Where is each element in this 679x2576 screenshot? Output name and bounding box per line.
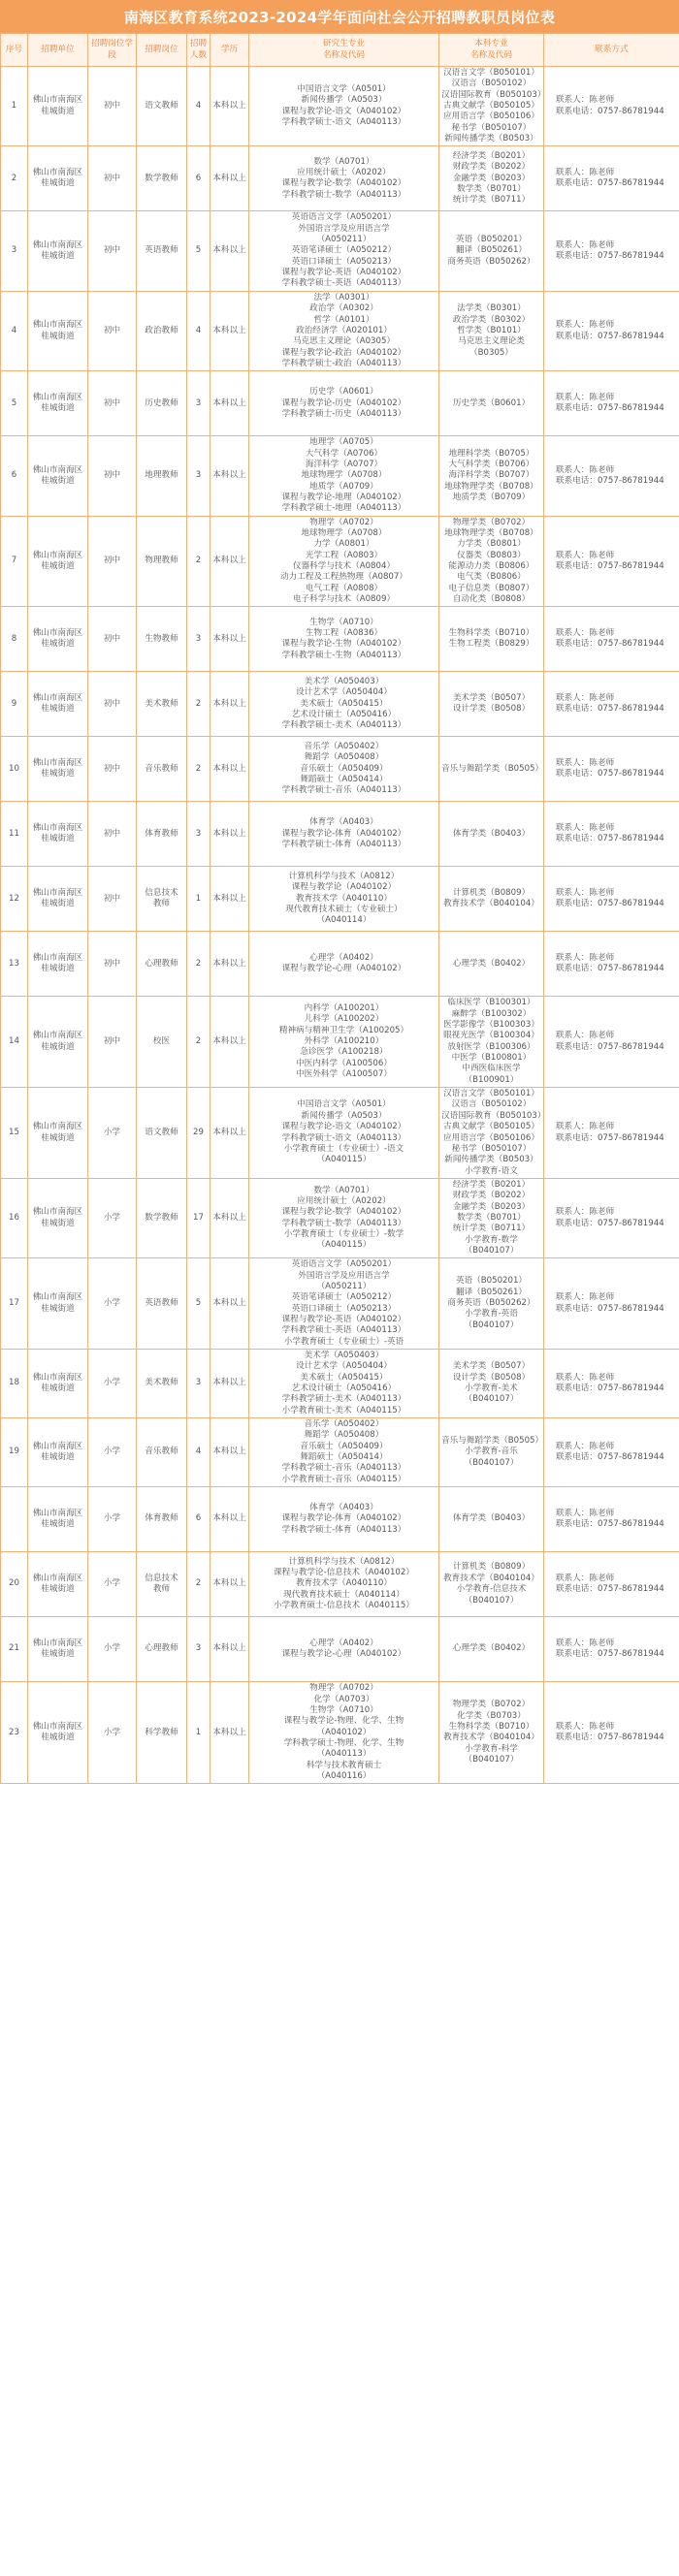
school-stage: 初中: [88, 672, 137, 737]
school-stage: 小学: [88, 1487, 137, 1552]
header-cell: 招聘岗位: [137, 34, 187, 67]
headcount: 3: [187, 802, 210, 867]
post-name: 科学教师: [137, 1682, 187, 1784]
recruiting-unit: 佛山市南海区 桂城街道: [28, 1178, 88, 1257]
row-number: 4: [1, 291, 28, 370]
education-level: 本科以上: [210, 932, 249, 997]
undergraduate-majors: 物理学类（B0702） 化学类（B0703） 生物科学类（B0710） 教育技术学（B040104） 小学教育-科学 （B040107）: [439, 1682, 544, 1784]
recruiting-unit: 佛山市南海区 桂城街道: [28, 436, 88, 516]
undergraduate-majors: 英语（B050201） 翻译（B050261） 商务英语（B050262） 小学教育-英语 （B040107）: [439, 1258, 544, 1350]
post-name: 语文教师: [137, 1088, 187, 1179]
post-name: 美术教师: [137, 1350, 187, 1418]
recruiting-unit: 佛山市南海区 桂城街道: [28, 1418, 88, 1487]
graduate-majors: 计算机科学与技术（A0812） 课程与教学论（A040102） 教育技术学（A040110） 现代教育技术硕士（专业硕士） （A040114）: [249, 867, 439, 932]
recruiting-unit: 佛山市南海区 桂城街道: [28, 997, 88, 1088]
graduate-majors: 中国语言文学（A0501） 新闻传播学（A0503） 课程与教学论-语文（A040102） 学科教学硕士-语文（A040113） 小学教育硕士（专业硕士）-语文 （A040115）: [249, 1088, 439, 1179]
undergraduate-majors: 汉语言文学（B050101） 汉语言（B050102） 汉语国际教育（B050103） 古典文献学（B050105） 应用语言学（B050106） 秘书学（B050107） 新闻传播学类（B0503） 小学教育-语文: [439, 1088, 544, 1179]
row-number: 15: [1, 1088, 28, 1179]
graduate-majors: 美术学（A050403） 设计艺术学（A050404） 美术硕士（A050415） 艺术设计硕士（A050416） 学科教学硕士-美术（A040113）: [249, 672, 439, 737]
table-row: [1, 1088, 679, 1179]
row-number: 1: [1, 67, 28, 146]
school-stage: 初中: [88, 867, 137, 932]
row-number: 11: [1, 802, 28, 867]
headcount: 4: [187, 67, 210, 146]
table-row: [1, 997, 679, 1088]
education-level: 本科以上: [210, 146, 249, 211]
row-number: 8: [1, 607, 28, 672]
contact-info: 联系人：陈老师 联系电话：0757-86781944: [544, 1178, 679, 1257]
contact-info: 联系人：陈老师 联系电话：0757-86781944: [544, 737, 679, 802]
recruiting-unit: 佛山市南海区 桂城街道: [28, 1552, 88, 1617]
post-name: 心理教师: [137, 1617, 187, 1682]
recruiting-unit: 佛山市南海区 桂城街道: [28, 607, 88, 672]
row-number: 2: [1, 146, 28, 211]
school-stage: 初中: [88, 607, 137, 672]
contact-info: 联系人：陈老师 联系电话：0757-86781944: [544, 867, 679, 932]
education-level: 本科以上: [210, 1617, 249, 1682]
table-row: [1, 436, 679, 516]
table-row: [1, 1552, 679, 1617]
undergraduate-majors: 物理学类（B0702） 地球物理学类（B0708） 力学类（B0801） 仪器类（B0803） 能源动力类（B0806） 电气类（B0806） 电子信息类（B0807） 自动化类（B0808）: [439, 516, 544, 607]
undergraduate-majors: 地理科学类（B0705） 大气科学类（B0706） 海洋科学类（B0707） 地球物理学类（B0708） 地质学类（B0709）: [439, 436, 544, 516]
table-row: [1, 1487, 679, 1552]
headcount: 1: [187, 867, 210, 932]
recruiting-unit: 佛山市南海区 桂城街道: [28, 1682, 88, 1784]
headcount: 6: [187, 146, 210, 211]
contact-info: 联系人：陈老师 联系电话：0757-86781944: [544, 291, 679, 370]
graduate-majors: 中国语言文学（A0501） 新闻传播学（A0503） 课程与教学论-语文（A040102） 学科教学硕士-语文（A040113）: [249, 67, 439, 146]
education-level: 本科以上: [210, 737, 249, 802]
row-number: 16: [1, 1178, 28, 1257]
graduate-majors: 内科学（A100201） 儿科学（A100202） 精神病与精神卫生学（A100205） 外科学（A100210） 急诊医学（A100218） 中医内科学（A100506） 中医外科学（A100507）: [249, 997, 439, 1088]
undergraduate-majors: 美术学类（B0507） 设计学类（B0508）: [439, 672, 544, 737]
education-level: 本科以上: [210, 1350, 249, 1418]
undergraduate-majors: 计算机类（B0809） 教育技术学（B040104） 小学教育-信息技术 （B040107）: [439, 1552, 544, 1617]
table-row: [1, 802, 679, 867]
table-header: [1, 34, 679, 67]
recruiting-unit: 佛山市南海区 桂城街道: [28, 932, 88, 997]
headcount: 3: [187, 436, 210, 516]
school-stage: 初中: [88, 737, 137, 802]
education-level: 本科以上: [210, 291, 249, 370]
graduate-majors: 心理学（A0402） 课程与教学论-心理（A040102）: [249, 932, 439, 997]
table-row: [1, 1418, 679, 1487]
undergraduate-majors: 经济学类（B0201） 财政学类（B0202） 金融学类（B0203） 数学类（B0701） 统计学类（B0711）: [439, 146, 544, 211]
contact-info: 联系人：陈老师 联系电话：0757-86781944: [544, 997, 679, 1088]
undergraduate-majors: 经济学类（B0201） 财政学类（B0202） 金融学类（B0203） 数学类（B0701） 统计学类（B0711） 小学教育-数学 （B040107）: [439, 1178, 544, 1257]
recruiting-unit: 佛山市南海区 桂城街道: [28, 672, 88, 737]
education-level: 本科以上: [210, 1552, 249, 1617]
table-row: [1, 146, 679, 211]
graduate-majors: 英语语言文学（A050201） 外国语言学及应用语言学 （A050211） 英语笔译硕士（A050212） 英语口译硕士（A050213） 课程与教学论-英语（A040102） 学科教学硕士-英语（A040113）: [249, 211, 439, 291]
undergraduate-majors: 历史学类（B0601）: [439, 371, 544, 436]
school-stage: 小学: [88, 1178, 137, 1257]
undergraduate-majors: 音乐与舞蹈学类（B0505）: [439, 737, 544, 802]
row-number: 9: [1, 672, 28, 737]
undergraduate-majors: 法学类（B0301） 政治学类（B0302） 哲学类（B0101） 马克思主义理论类 （B0305）: [439, 291, 544, 370]
school-stage: 初中: [88, 371, 137, 436]
contact-info: 联系人：陈老师 联系电话：0757-86781944: [544, 802, 679, 867]
header-cell: 招聘 人数: [187, 34, 210, 67]
graduate-majors: 历史学（A0601） 课程与教学论-历史（A040102） 学科教学硕士-历史（A040113）: [249, 371, 439, 436]
recruiting-unit: 佛山市南海区 桂城街道: [28, 371, 88, 436]
school-stage: 初中: [88, 291, 137, 370]
contact-info: 联系人：陈老师 联系电话：0757-86781944: [544, 146, 679, 211]
row-number: 12: [1, 867, 28, 932]
headcount: 1: [187, 1682, 210, 1784]
table-row: [1, 672, 679, 737]
school-stage: 初中: [88, 516, 137, 607]
graduate-majors: 地理学（A0705） 大气科学（A0706） 海洋科学（A0707） 地球物理学（A0708） 地质学（A0709） 课程与教学论-地理（A040102） 学科教学硕士-地理（A040113）: [249, 436, 439, 516]
post-name: 音乐教师: [137, 1418, 187, 1487]
undergraduate-majors: 英语（B050201） 翻译（B050261） 商务英语（B050262）: [439, 211, 544, 291]
contact-info: 联系人：陈老师 联系电话：0757-86781944: [544, 1552, 679, 1617]
undergraduate-majors: 临床医学（B100301） 麻醉学（B100302） 医学影像学（B100303） 眼视光医学（B100304） 放射医学（B100306） 中医学（B100801） 中西医临床医学 （B100901）: [439, 997, 544, 1088]
graduate-majors: 体育学（A0403） 课程与教学论-体育（A040102） 学科教学硕士-体育（A040113）: [249, 802, 439, 867]
post-name: 信息技术 教师: [137, 867, 187, 932]
contact-info: 联系人：陈老师 联系电话：0757-86781944: [544, 1682, 679, 1784]
contact-info: 联系人：陈老师 联系电话：0757-86781944: [544, 607, 679, 672]
post-name: 政治教师: [137, 291, 187, 370]
school-stage: 小学: [88, 1418, 137, 1487]
education-level: 本科以上: [210, 672, 249, 737]
graduate-majors: 体育学（A0403） 课程与教学论-体育（A040102） 学科教学硕士-体育（A040113）: [249, 1487, 439, 1552]
recruiting-unit: 佛山市南海区 桂城街道: [28, 67, 88, 146]
post-name: 信息技术 教师: [137, 1552, 187, 1617]
education-level: 本科以上: [210, 802, 249, 867]
undergraduate-majors: 体育学类（B0403）: [439, 802, 544, 867]
education-level: 本科以上: [210, 211, 249, 291]
row-number: 21: [1, 1617, 28, 1682]
contact-info: 联系人：陈老师 联系电话：0757-86781944: [544, 1350, 679, 1418]
row-number: 17: [1, 1258, 28, 1350]
post-name: 生物教师: [137, 607, 187, 672]
contact-info: 联系人：陈老师 联系电话：0757-86781944: [544, 672, 679, 737]
table-row: [1, 607, 679, 672]
contact-info: 联系人：陈老师 联系电话：0757-86781944: [544, 1487, 679, 1552]
undergraduate-majors: 计算机类（B0809） 教育技术学（B040104）: [439, 867, 544, 932]
graduate-majors: 音乐学（A050402） 舞蹈学（A050408） 音乐硕士（A050409） 舞蹈硕士（A050414） 学科教学硕士-音乐（A040113）: [249, 737, 439, 802]
row-number: 13: [1, 932, 28, 997]
headcount: 29: [187, 1088, 210, 1179]
table-row: [1, 1682, 679, 1784]
recruiting-unit: 佛山市南海区 桂城街道: [28, 802, 88, 867]
recruiting-unit: 佛山市南海区 桂城街道: [28, 211, 88, 291]
recruiting-unit: 佛山市南海区 桂城街道: [28, 291, 88, 370]
graduate-majors: 数学（A0701） 应用统计硕士（A0202） 课程与教学论-数学（A040102） 学科教学硕士-数学（A040113）: [249, 146, 439, 211]
school-stage: 小学: [88, 1552, 137, 1617]
undergraduate-majors: 生物科学类（B0710） 生物工程类（B0829）: [439, 607, 544, 672]
graduate-majors: 美术学（A050403） 设计艺术学（A050404） 美术硕士（A050415） 艺术设计硕士（A050416） 学科教学硕士-美术（A040113） 小学教育硕士-美术（A040115）: [249, 1350, 439, 1418]
page-title: 南海区教育系统2023-2024学年面向社会公开招聘教职员岗位表: [0, 0, 679, 33]
row-number: 23: [1, 1682, 28, 1784]
post-name: 音乐教师: [137, 737, 187, 802]
school-stage: 小学: [88, 1682, 137, 1784]
education-level: 本科以上: [210, 1487, 249, 1552]
undergraduate-majors: 心理学类（B0402）: [439, 932, 544, 997]
contact-info: 联系人：陈老师 联系电话：0757-86781944: [544, 436, 679, 516]
education-level: 本科以上: [210, 67, 249, 146]
recruiting-unit: 佛山市南海区 桂城街道: [28, 516, 88, 607]
row-number: 3: [1, 211, 28, 291]
school-stage: 初中: [88, 146, 137, 211]
school-stage: 初中: [88, 436, 137, 516]
education-level: 本科以上: [210, 1418, 249, 1487]
graduate-majors: 生物学（A0710） 生物工程（A0836） 课程与教学论-生物（A040102） 学科教学硕士-生物（A040113）: [249, 607, 439, 672]
recruiting-unit: 佛山市南海区 桂城街道: [28, 737, 88, 802]
post-name: 英语教师: [137, 1258, 187, 1350]
graduate-majors: 法学（A0301） 政治学（A0302） 哲学（A0101） 政治经济学（A020101） 马克思主义理论（A0305） 课程与教学论-政治（A040102） 学科教学硕士-政治（A040113）: [249, 291, 439, 370]
graduate-majors: 计算机科学与技术（A0812） 课程与教学论-信息技术（A040102） 教育技术学（A040110） 现代教育技术硕士（A040114） 小学教育硕士-信息技术（A040115）: [249, 1552, 439, 1617]
headcount: 3: [187, 1350, 210, 1418]
education-level: 本科以上: [210, 371, 249, 436]
row-number: 7: [1, 516, 28, 607]
headcount: 4: [187, 291, 210, 370]
post-name: 美术教师: [137, 672, 187, 737]
school-stage: 初中: [88, 802, 137, 867]
headcount: 6: [187, 1487, 210, 1552]
recruiting-unit: 佛山市南海区 桂城街道: [28, 1088, 88, 1179]
table-body: [1, 67, 679, 1784]
table-row: [1, 211, 679, 291]
table-row: [1, 1350, 679, 1418]
graduate-majors: 物理学（A0702） 化学（A0703） 生物学（A0710） 课程与教学论-物理、化学、生物 （A040102） 学科教学硕士-物理、化学、生物 （A040113） 科学与技术教育硕士 （A040116）: [249, 1682, 439, 1784]
row-number: 14: [1, 997, 28, 1088]
education-level: 本科以上: [210, 1682, 249, 1784]
row-number: 19: [1, 1418, 28, 1487]
undergraduate-majors: 心理学类（B0402）: [439, 1617, 544, 1682]
school-stage: 初中: [88, 997, 137, 1088]
row-number: 5: [1, 371, 28, 436]
recruiting-unit: 佛山市南海区 桂城街道: [28, 146, 88, 211]
post-name: 体育教师: [137, 1487, 187, 1552]
recruiting-unit: 佛山市南海区 桂城街道: [28, 1258, 88, 1350]
table-row: [1, 737, 679, 802]
graduate-majors: 物理学（A0702） 地球物理学（A0708） 力学（A0801） 光学工程（A0803） 仪器科学与技术（A0804） 动力工程及工程热物理（A0807） 电气工程（A0808） 电子科学与技术（A0809）: [249, 516, 439, 607]
post-name: 历史教师: [137, 371, 187, 436]
headcount: 17: [187, 1178, 210, 1257]
education-level: 本科以上: [210, 516, 249, 607]
headcount: 3: [187, 1617, 210, 1682]
header-cell: 研究生专业 名称及代码: [249, 34, 439, 67]
contact-info: 联系人：陈老师 联系电话：0757-86781944: [544, 211, 679, 291]
row-number: 6: [1, 436, 28, 516]
table-row: [1, 1178, 679, 1257]
post-name: 地理教师: [137, 436, 187, 516]
undergraduate-majors: 体育学类（B0403）: [439, 1487, 544, 1552]
school-stage: 小学: [88, 1088, 137, 1179]
post-name: 语文教师: [137, 67, 187, 146]
education-level: 本科以上: [210, 607, 249, 672]
header-cell: 序号: [1, 34, 28, 67]
post-name: 英语教师: [137, 211, 187, 291]
row-number: 20: [1, 1552, 28, 1617]
table-row: [1, 932, 679, 997]
education-level: 本科以上: [210, 867, 249, 932]
table-row: [1, 516, 679, 607]
headcount: 3: [187, 371, 210, 436]
post-name: 物理教师: [137, 516, 187, 607]
headcount: 4: [187, 1418, 210, 1487]
header-cell: 学历: [210, 34, 249, 67]
education-level: 本科以上: [210, 1258, 249, 1350]
contact-info: 联系人：陈老师 联系电话：0757-86781944: [544, 371, 679, 436]
post-name: 体育教师: [137, 802, 187, 867]
contact-info: 联系人：陈老师 联系电话：0757-86781944: [544, 1258, 679, 1350]
contact-info: 联系人：陈老师 联系电话：0757-86781944: [544, 516, 679, 607]
headcount: 5: [187, 211, 210, 291]
table-row: [1, 1617, 679, 1682]
post-name: 数学教师: [137, 146, 187, 211]
school-stage: 小学: [88, 1350, 137, 1418]
headcount: 2: [187, 932, 210, 997]
row-number: [1, 1487, 28, 1552]
header-cell: 联系方式: [544, 34, 679, 67]
post-name: 数学教师: [137, 1178, 187, 1257]
positions-table: [0, 33, 679, 1784]
table-row: [1, 291, 679, 370]
undergraduate-majors: 音乐与舞蹈学类（B0505） 小学教育-音乐 （B040107）: [439, 1418, 544, 1487]
undergraduate-majors: 美术学类（B0507） 设计学类（B0508） 小学教育-美术 （B040107）: [439, 1350, 544, 1418]
table-row: [1, 67, 679, 146]
school-stage: 初中: [88, 211, 137, 291]
school-stage: 小学: [88, 1258, 137, 1350]
graduate-majors: 心理学（A0402） 课程与教学论-心理（A040102）: [249, 1617, 439, 1682]
contact-info: 联系人：陈老师 联系电话：0757-86781944: [544, 932, 679, 997]
school-stage: 初中: [88, 67, 137, 146]
graduate-majors: 数学（A0701） 应用统计硕士（A0202） 课程与教学论-数学（A040102） 学科教学硕士-数学（A040113） 小学教育硕士（专业硕士）-数学 （A040115）: [249, 1178, 439, 1257]
table-row: [1, 1258, 679, 1350]
headcount: 2: [187, 672, 210, 737]
post-name: 心理教师: [137, 932, 187, 997]
header-cell: 本科专业 名称及代码: [439, 34, 544, 67]
education-level: 本科以上: [210, 1088, 249, 1179]
contact-info: 联系人：陈老师 联系电话：0757-86781944: [544, 1418, 679, 1487]
table-row: [1, 371, 679, 436]
contact-info: 联系人：陈老师 联系电话：0757-86781944: [544, 1617, 679, 1682]
recruiting-unit: 佛山市南海区 桂城街道: [28, 1487, 88, 1552]
school-stage: 小学: [88, 1617, 137, 1682]
school-stage: 初中: [88, 932, 137, 997]
education-level: 本科以上: [210, 997, 249, 1088]
row-number: 10: [1, 737, 28, 802]
header-cell: 招聘岗位学段: [88, 34, 137, 67]
table-row: [1, 867, 679, 932]
headcount: 2: [187, 737, 210, 802]
header-cell: 招聘单位: [28, 34, 88, 67]
post-name: 校医: [137, 997, 187, 1088]
graduate-majors: 音乐学（A050402） 舞蹈学（A050408） 音乐硕士（A050409） 舞蹈硕士（A050414） 学科教学硕士-音乐（A040113） 小学教育硕士-音乐（A040115）: [249, 1418, 439, 1487]
contact-info: 联系人：陈老师 联系电话：0757-86781944: [544, 1088, 679, 1179]
headcount: 3: [187, 607, 210, 672]
recruiting-unit: 佛山市南海区 桂城街道: [28, 1617, 88, 1682]
undergraduate-majors: 汉语言文学（B050101） 汉语言（B050102） 汉语国际教育（B050103） 古典文献学（B050105） 应用语言学（B050106） 秘书学（B050107） 新闻传播学类（B0503）: [439, 67, 544, 146]
headcount: 2: [187, 1552, 210, 1617]
recruiting-unit: 佛山市南海区 桂城街道: [28, 867, 88, 932]
headcount: 2: [187, 997, 210, 1088]
headcount: 5: [187, 1258, 210, 1350]
education-level: 本科以上: [210, 436, 249, 516]
headcount: 2: [187, 516, 210, 607]
graduate-majors: 英语语言文学（A050201） 外国语言学及应用语言学 （A050211） 英语笔译硕士（A050212） 英语口译硕士（A050213） 课程与教学论-英语（A040102） 学科教学硕士-英语（A040113） 小学教育硕士（专业硕士）-英语: [249, 1258, 439, 1350]
education-level: 本科以上: [210, 1178, 249, 1257]
recruiting-unit: 佛山市南海区 桂城街道: [28, 1350, 88, 1418]
contact-info: 联系人：陈老师 联系电话：0757-86781944: [544, 67, 679, 146]
row-number: 18: [1, 1350, 28, 1418]
